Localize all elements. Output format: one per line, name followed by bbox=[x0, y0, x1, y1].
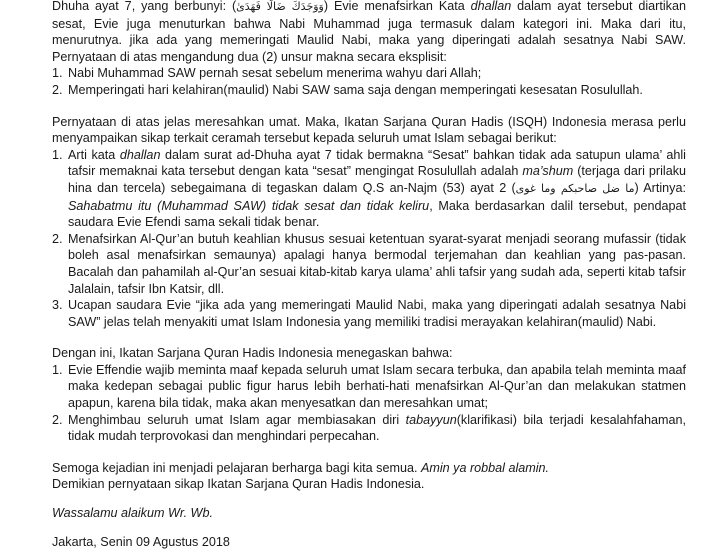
intro-text-a: Dhuha ayat 7, yang berbunyi: ( bbox=[52, 0, 237, 13]
closing-text: Semoga kejadian ini menjadi pelajaran berharga bagi kita semua. bbox=[52, 460, 421, 475]
statement-item-text: Arti kata bbox=[68, 147, 120, 162]
statement-translation: Sahabatmu itu (Muhammad SAW) tidak sesat dan tidak keliru bbox=[68, 198, 430, 213]
salam-text: Wassalamu alaikum Wr. Wb. bbox=[52, 506, 213, 521]
statement-item-text: ) Artinya: bbox=[634, 180, 686, 195]
intro-text-b: ) Evie menafsirkan Kata bbox=[323, 0, 471, 13]
affirm-paragraph: Dengan ini, Ikatan Sarjana Quran Hadis Indonesia menegaskan bahwa: bbox=[52, 346, 453, 361]
statement-term: dhallan bbox=[119, 147, 161, 162]
intro-text-c: dalam ayat tersebut diartikan sesat, Evie juga menuturkan bahwa Nabi Muhammad juga termasuk dalam kategori ini. Maka dari itu, menurutnya. jika ada yang memeringati Maulid Nabi, maka yang diperingati adalah sesatnya Nabi SAW. Pernyataan di atas mengandung dua (2) unsur makna secara eksplisit: bbox=[52, 0, 686, 64]
affirm-item-text: (klarifikasi) bila terjadi kesalahfahaman, tidak mudah terprovokasi dan menghindari perpecahan. bbox=[68, 412, 686, 444]
closing-prayer: Amin ya robbal alamin. bbox=[420, 460, 550, 475]
list-number: 2. bbox=[52, 412, 63, 427]
affirm-item-2 bbox=[52, 412, 686, 445]
intro-point-text: Nabi Muhammad SAW pernah sesat sebelum menerima wahyu dari Allah; bbox=[68, 66, 482, 81]
statement-paragraph: Pernyataan di atas jelas meresahkan umat. Maka, Ikatan Sarjana Quran Hadis (ISQH) Indonesia merasa perlu menyampaikan sikap terkait ceramah tersebut kepada seluruh umat Islam sebagai berikut: bbox=[52, 114, 686, 146]
statement-item-text: Menafsirkan Al-Qur’an butuh keahlian khusus sesuai ketentuan syarat-syarat menjadi seorang mufassir (tidak boleh asal menafsirkan semaunya) apalagi hanya bermodal terjemahan dan keahlian yang pas-pasan. Bacalah dan pahamilah al-Qur’an sesuai kitab-kitab karya ulama’ ahli tafsir yang sudah ada, seperti kitab tafsir Jalalain, tafsir Ibn Katsir, dll. bbox=[68, 231, 686, 296]
intro-points bbox=[52, 65, 686, 98]
arabic-verse-2: ما ضل صاحبكم وما غوى bbox=[515, 181, 635, 195]
intro-point-2 bbox=[52, 82, 686, 99]
affirm-item-1 bbox=[52, 362, 686, 412]
closing-date: Jakarta, Senin 09 Agustus 2018 bbox=[52, 534, 230, 549]
closing-line-1 bbox=[52, 460, 686, 477]
list-number: 2. bbox=[52, 231, 63, 246]
statement-item-text: dalam surat ad-Dhuha ayat 7 tidak bermakna “Sesat” bahkan tidak ada satupun ulama’ ahli tafsir memaknai kata tersebut dengan kata “sesat” mengingat Rosulullah adalah bbox=[68, 147, 686, 179]
statement-item-text: (terjaga dari prilaku hina dan tercela) sebegaimana di tegaskan dalam Q.S an-Najm (53) ayat 2 ( bbox=[68, 164, 687, 195]
arabic-verse-1: وَوَجَدَكَ ضَالًّا فَهَدَىٰ bbox=[236, 0, 324, 13]
statement-item-text: , Maka berdasarkan dalil tersebut, pendapat saudara Evie Efendi sama sekali tidak benar. bbox=[68, 198, 686, 230]
list-number: 1. bbox=[52, 362, 63, 377]
affirm-list bbox=[52, 362, 686, 445]
affirm-item-text: Menghimbau seluruh umat Islam agar membiasakan diri bbox=[68, 412, 406, 427]
list-number: 1. bbox=[52, 147, 63, 162]
intro-term: dhallan bbox=[470, 0, 512, 13]
affirm-item-text: Evie Effendie wajib meminta maaf kepada seluruh umat Islam secara terbuka, dan apabila telah meminta maaf maka kedepan sebagai public figur harus lebih berhati-hati menafsirkan Al-Qur’an dan melakukan statmen apapun, karena bila tidak, maka akan menyesatkan dan meresahkan umat; bbox=[68, 362, 686, 411]
statement-list bbox=[52, 147, 686, 331]
list-number: 2. bbox=[52, 82, 63, 97]
statement-item-1 bbox=[52, 147, 686, 231]
affirm-term: tabayyun bbox=[405, 412, 457, 427]
list-number: 1. bbox=[52, 66, 63, 81]
document-body bbox=[52, 0, 686, 550]
intro-point-text: Memperingati hari kelahiran(maulid) Nabi SAW sama saja dengan memperingati kesesatan Rosulullah. bbox=[68, 82, 643, 97]
list-number: 3. bbox=[52, 298, 63, 313]
statement-item-2 bbox=[52, 231, 686, 297]
closing-salam bbox=[52, 505, 686, 522]
statement-item-text: Ucapan saudara Evie “jika ada yang memeringati Maulid Nabi, maka yang diperingati adalah sesatnya Nabi SAW” jelas telah menyakiti umat Islam Indonesia yang memiliki tradisi merayakan kelahiran(maulid) Nabi. bbox=[68, 298, 686, 329]
closing-line-2: Demikian pernyataan sikap Ikatan Sarjana Quran Hadis Indonesia. bbox=[52, 477, 425, 492]
intro-point-1 bbox=[52, 65, 686, 82]
statement-term: ma’shum bbox=[522, 164, 574, 179]
intro-paragraph bbox=[52, 0, 686, 65]
statement-item-3 bbox=[52, 297, 686, 330]
